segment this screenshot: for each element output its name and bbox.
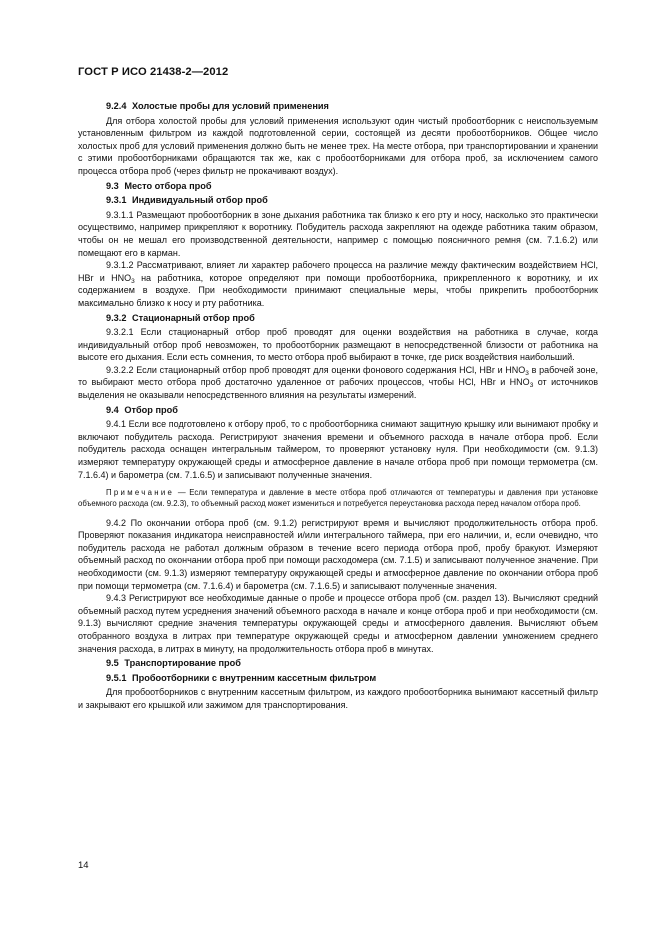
page-content <box>78 100 598 712</box>
note <box>78 487 598 509</box>
paragraph-9-3-1-1: 9.3.1.1 Размещают пробоотборник в зоне дыхания работника так близко к его рту и носу, насколько это практически осуществимо, например прикрепляют к воротнику. Побудитель расхода закрепляют на одежде работника таким образом, чтобы он не мешал его производственной деятельности, например с помощью поясничного ремня (см. 7.1.6.2) или помещают его в карман. <box>78 209 598 258</box>
note-label: Примечание <box>106 488 175 498</box>
paragraph-9-2-4: Для отбора холостой пробы для условий применения используют один чистый пробоотборник с неиспользуемым установленным фильтром из каждой подготовленной серии, состоящей из десяти пробоотборников. Общее число холостых проб для условий применения должно быть не менее трех. На месте отбора, при транспортировании и хранении с этими пробоотборниками обращаются так же, как с пробоотборниками для отбора проб, за исключением самого процесса отбора проб (через фильтр не прокачивают воздух). <box>78 115 598 176</box>
paragraph-9-4-1: 9.4.1 Если все подготовлено к отбору проб, то с пробоотборника снимают защитную крышку или вынимают пробку и включают побудитель расхода. Регистрируют значения времени и объемного расхода в начале отбора проб. Если побудитель расхода оснащен интегральным таймером, то проверяют установку нуля. При необходимости (см. 9.1.3) измеряют температуру окружающей среды и атмосферное давление в начале отбора проб при помощи термометра (см. 7.1.6.4) и барометра (см. 7.1.6.5) и записывают полученные значения. <box>78 419 598 480</box>
heading-9-3-2: 9.3.2 Стационарный отбор проб <box>106 312 255 323</box>
paragraph-9-3-2-1: 9.3.2.1 Если стационарный отбор проб проводят для оценки воздействия на работника в случае, когда индивидуальный отбор проб невозможен, то пробоотборник размещают в непосредственной близости от работника на высоте его дыхания. Если есть сомнения, то место отбора проб выбирают в точке, где риск воздействия наибольший. <box>78 327 598 363</box>
paragraph-9-3-2-2: 9.3.2.2 Если стационарный отбор проб проводят для оценки фонового содержания HCl, HBr и $HNO_3$ в рабочей зоне, то выбирают место отбора проб достаточно удаленное от рабочих процессов, чтобы HCl, HBr и $HNO_3$ от источников выделения не оказывали непосредственного влияния на результаты измерений. <box>78 364 598 401</box>
heading-9-2-4: 9.2.4 Холостые пробы для условий применения <box>106 101 329 111</box>
page-number: 14 <box>78 860 89 871</box>
paragraph-9-3-1-2: 9.3.1.2 Рассматривают, влияет ли характер рабочего процесса на различие между фактическим воздействием HCl, HBr и $HNO_3$ на работника, которое определяют при помощи пробоотборника, прикрепленного к воротнику, и их содержанием в воздухе. При необходимости принимают специальные меры, чтобы прикрепить пробоотборник максимально близко к носу и рту работника. <box>78 260 599 308</box>
heading-9-4: 9.4 Отбор проб <box>106 404 178 415</box>
heading-9-5-1: 9.5.1 Пробоотборники с внутренним кассетным фильтром <box>106 672 377 683</box>
heading-9-5: 9.5 Транспортирование проб <box>106 658 241 669</box>
paragraph-9-5-1: Для пробоотборников с внутренним кассетным фильтром, из каждого пробоотборника вынимают кассетный фильтр и закрывают его крышкой или зажимом для транспортирования. <box>78 687 598 710</box>
page-header: ГОСТ Р ИСО 21438-2—2012 <box>78 66 229 78</box>
paragraph-9-4-3: 9.4.3 Регистрируют все необходимые данные о пробе и процессе отбора проб (см. раздел 13). Вычисляют средний объемный расход путем усреднения значений объемного расхода в начале и конце отбора проб и при необходимости (см. 9.1.3) вычисляют средние значения температуры окружающей среды и атмосферного давления. Вычисляют объем отобранного воздуха в литрах при температуре окружающей среды и атмосферном давлении умножением среднего значения расхода, в литрах в минуту, на продолжительность отбора проб в минутах. <box>78 593 598 654</box>
paragraph-9-4-2: 9.4.2 По окончании отбора проб (см. 9.1.2) регистрируют время и вычисляют продолжительность отбора проб. Проверяют показания индикатора неисправностей и/или интегрального таймера, при его наличии, и, если очевидно, что побудитель расхода не работал должным образом в течение всего периода отбора проб, пробу бракуют. Измеряют объемный расход по окончании отбора проб при помощи расходомера (см. 7.1.5) и записывают полученное значение. При необходимости (см. 9.1.3) измеряют температуру окружающей среды и атмосферное давление по окончании отбора проб при помощи термометра (см. 7.1.6.4) и барометра (см. 7.1.6.5) и записывают полученные значения. <box>78 517 598 591</box>
note-text: — Если температура и давление в месте отбора проб отличаются от температуры и давления при установке объемного расхода (см. 9.2.3), то объемный расход может измениться и потребуется переустановка расхода перед началом отбора проб. <box>78 488 598 509</box>
heading-9-3: 9.3 Место отбора проб <box>106 180 212 191</box>
heading-9-3-1: 9.3.1 Индивидуальный отбор проб <box>106 195 268 206</box>
